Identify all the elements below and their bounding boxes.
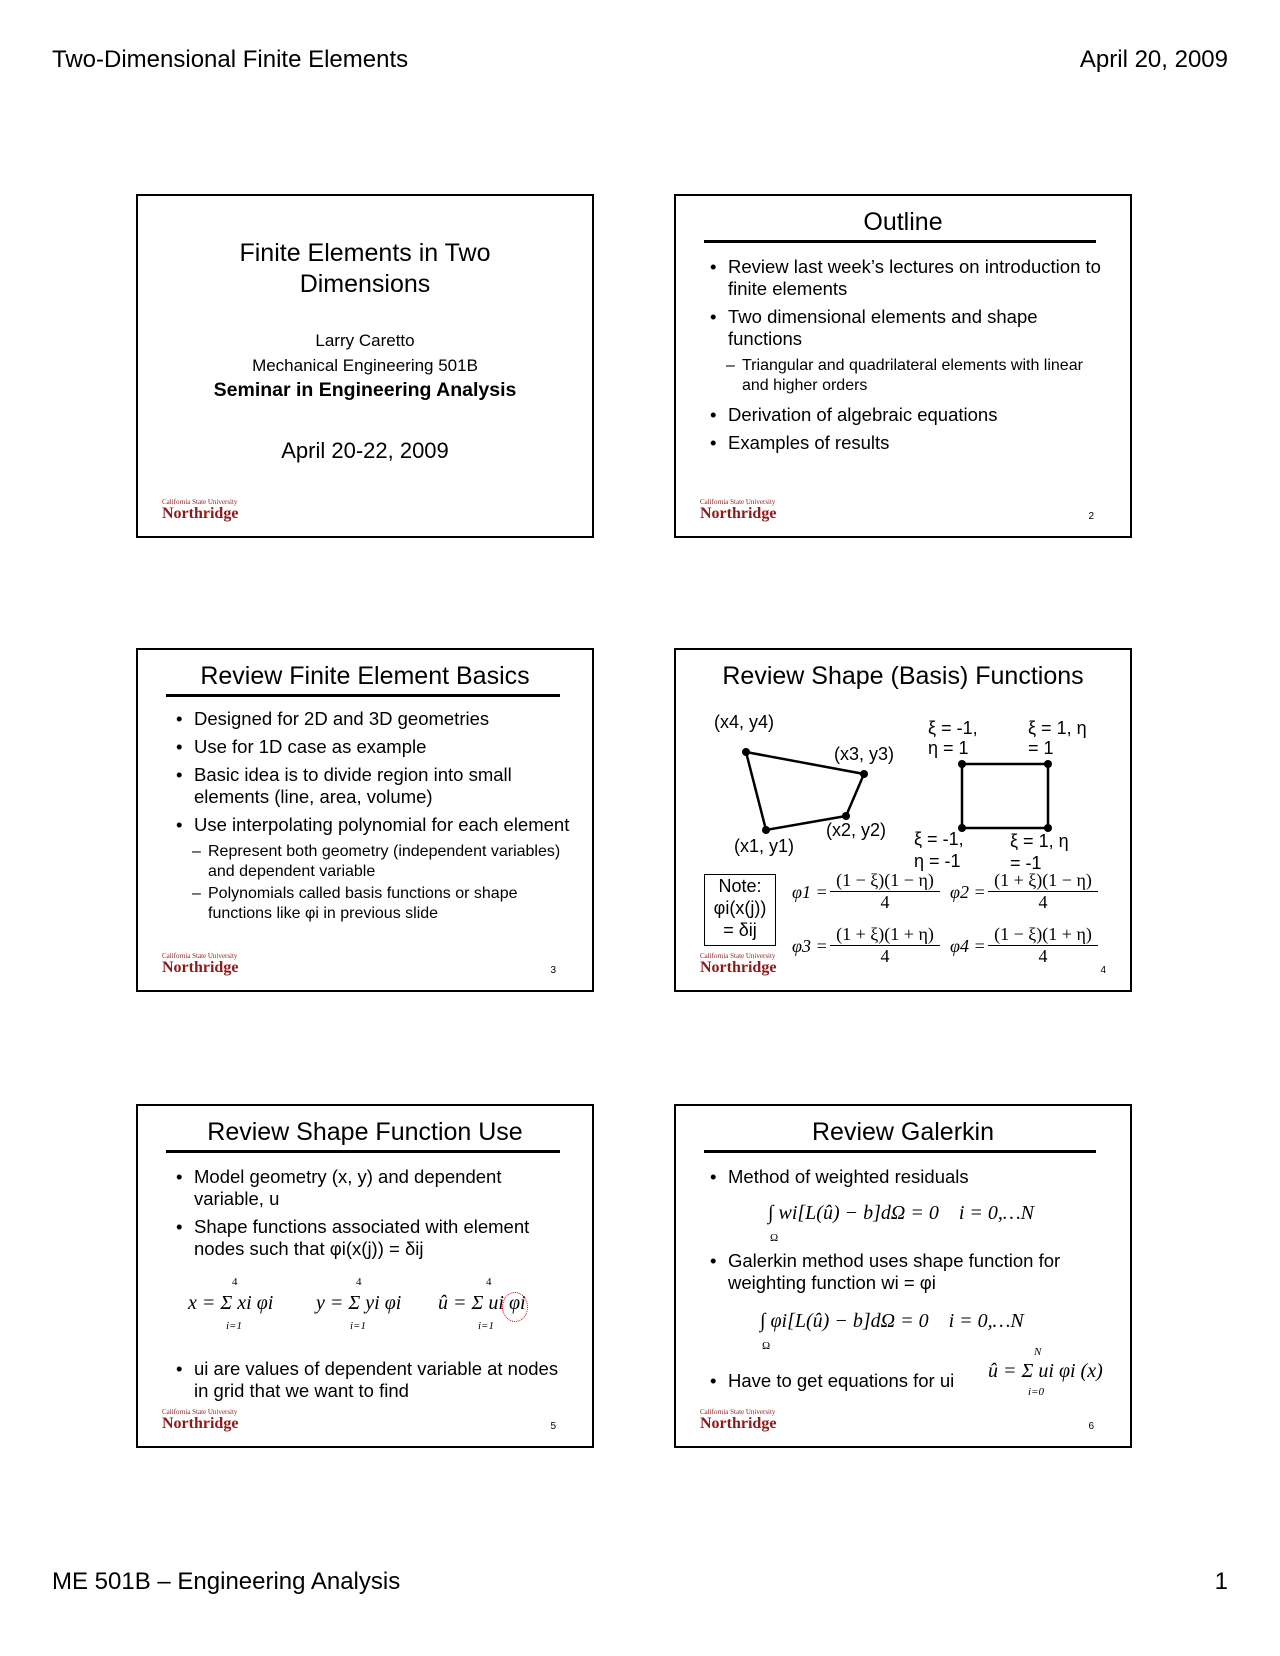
page-header-right: April 20, 2009	[1079, 46, 1228, 73]
slide5-bullets	[176, 1166, 570, 1266]
domain-omega: Ω	[770, 1232, 779, 1244]
bullet: • Review last week’s lectures on introduction to finite elements	[710, 256, 1110, 300]
node-4	[742, 748, 750, 756]
slide6-bullets-2	[710, 1250, 1110, 1300]
galerkin-equation: ∫ φi[L(û) − b]dΩ = 0 i = 0,…N	[760, 1310, 1024, 1332]
university-logo: California State University Northridge	[700, 952, 777, 976]
phi3-fraction: $\frac{(1 + \xi)(1 + \eta)}{4}$	[830, 924, 940, 967]
node-3	[860, 770, 868, 778]
sum-upper-limit: 4	[356, 1276, 362, 1288]
ref-node-tr	[1044, 760, 1052, 768]
bullet: • Use interpolating polynomial for each element	[176, 814, 570, 836]
slide-number: 6	[1088, 1421, 1094, 1432]
phi2-label: φ2 =	[950, 882, 986, 902]
slide-number: 4	[1100, 965, 1106, 976]
galerkin-residual-equation: ∫ wi[L(û) − b]dΩ = 0 i = 0,…N	[768, 1202, 1035, 1224]
bullet: • Two dimensional elements and shape functions	[710, 306, 1110, 350]
slide1-author: Larry Caretto	[315, 331, 415, 350]
note-box	[704, 874, 776, 946]
equation-y: y = Σ yi φi	[316, 1292, 402, 1314]
page-header-left: Two-Dimensional Finite Elements	[52, 46, 409, 73]
title-underline	[166, 1150, 560, 1153]
bullet: • Use for 1D case as example	[176, 736, 570, 758]
bullet: • Derivation of algebraic equations	[710, 404, 1110, 426]
page-footer-left: ME 501B – Engineering Analysis	[52, 1568, 401, 1595]
slide6-bullets	[710, 1166, 1110, 1194]
reference-element	[962, 764, 1048, 828]
slide-3	[136, 648, 594, 992]
slide6-bullets-3	[710, 1370, 970, 1398]
label-corner-tl: ξ = -1, η = 1	[928, 718, 978, 758]
label-x4y4: (x4, y4)	[714, 712, 775, 732]
note-delta: = δij	[723, 920, 757, 940]
slide3-title: Review Finite Element Basics	[200, 662, 530, 690]
sub-bullet: – Represent both geometry (independent variables) and dependent variable	[176, 842, 570, 882]
node-1	[762, 826, 770, 834]
shape-sum-equations	[168, 1276, 568, 1336]
slide1-seminar: Seminar in Engineering Analysis	[213, 379, 517, 401]
slide2-title: Outline	[863, 208, 943, 236]
bullet: • Galerkin method uses shape function for weighting function wi = φi	[710, 1250, 1110, 1294]
sum-lower-limit: i=0	[1028, 1386, 1044, 1398]
page-number: 1	[1214, 1568, 1228, 1595]
phi3-label: φ3 =	[792, 936, 828, 956]
slide6-title: Review Galerkin	[811, 1118, 994, 1146]
university-logo: California State University Northridge	[162, 1408, 239, 1432]
slide-number: 2	[1088, 511, 1094, 522]
title-underline	[704, 240, 1096, 243]
slide1-title-line2: Dimensions	[299, 270, 431, 298]
phi1-fraction: $\frac{(1 - \xi)(1 - \eta)}{4}$	[830, 870, 940, 913]
ref-node-tl	[958, 760, 966, 768]
slide-5	[136, 1104, 594, 1448]
label-corner-tr: ξ = 1, η = 1	[1028, 718, 1087, 758]
sum-upper-limit: 4	[486, 1276, 492, 1288]
slide3-bullets	[176, 708, 570, 926]
node-2	[842, 812, 850, 820]
slide-number: 5	[550, 1421, 556, 1432]
label-x1y1: (x1, y1)	[734, 836, 795, 856]
bullet: • ui are values of dependent variable at nodes in grid that we want to find	[176, 1358, 570, 1402]
sum-upper-limit: 4	[232, 1276, 238, 1288]
slide1-dates: April 20-22, 2009	[281, 438, 449, 463]
slide-number: 3	[550, 965, 556, 976]
bullet: • Examples of results	[710, 432, 1110, 454]
label-corner-bl: ξ = -1, η = -1	[914, 829, 964, 871]
phi2-fraction: $\frac{(1 + \xi)(1 - \eta)}{4}$	[988, 870, 1098, 913]
sum-upper-limit: N	[1034, 1346, 1042, 1358]
slide1-title-line1: Finite Elements in Two	[239, 239, 491, 267]
university-logo: California State University Northridge	[700, 1408, 777, 1432]
highlight-circle	[502, 1292, 528, 1322]
slide4-title: Review Shape (Basis) Functions	[722, 662, 1084, 690]
bullet: • Basic idea is to divide region into small elements (line, area, volume)	[176, 764, 570, 808]
phi1-label: φ1 =	[792, 882, 828, 902]
slide-4	[674, 648, 1132, 992]
university-logo: California State University Northridge	[162, 498, 239, 522]
bullet: • Method of weighted residuals	[710, 1166, 1110, 1188]
slide5-title: Review Shape Function Use	[207, 1118, 523, 1146]
sum-lower-limit: i=1	[226, 1320, 242, 1332]
bullet: • Have to get equations for ui	[710, 1370, 970, 1392]
sum-lower-limit: i=1	[350, 1320, 366, 1332]
equation-x: x = Σ xi φi	[188, 1292, 274, 1314]
slide2-bullets	[710, 256, 1110, 460]
slide-6	[674, 1104, 1132, 1448]
slide5-bullets-2	[176, 1358, 570, 1408]
bullet: • Shape functions associated with element nodes such that φi(x(j)) = δij	[176, 1216, 570, 1260]
note-label: Note:	[718, 876, 762, 896]
phi4-label: φ4 =	[950, 936, 986, 956]
slide1-course: Mechanical Engineering 501B	[252, 356, 478, 375]
note-formula: φi(x(j))	[713, 898, 767, 918]
title-underline	[166, 694, 560, 697]
label-x2y2: (x2, y2)	[826, 820, 887, 840]
university-logo: California State University Northridge	[700, 498, 777, 522]
bullet: • Model geometry (x, y) and dependent variable, u	[176, 1166, 570, 1210]
equation-u: û = Σ ui φi	[438, 1292, 526, 1314]
sum-lower-limit: i=1	[478, 1320, 494, 1332]
title-underline	[704, 1150, 1096, 1153]
slide-1	[136, 194, 594, 538]
university-logo: California State University Northridge	[162, 952, 239, 976]
sub-bullet: – Polynomials called basis functions or shape functions like φi in previous slide	[176, 884, 570, 924]
slide-2	[674, 194, 1132, 538]
u-hat-expansion: û = Σ ui φi (x)	[988, 1360, 1103, 1382]
label-x3y3: (x3, y3)	[834, 744, 895, 764]
label-corner-br: ξ = 1, η = -1	[1010, 831, 1069, 873]
phi4-fraction: $\frac{(1 - \xi)(1 + \eta)}{4}$	[988, 924, 1098, 967]
bullet: • Designed for 2D and 3D geometries	[176, 708, 570, 730]
domain-omega: Ω	[762, 1340, 771, 1352]
sub-bullet: – Triangular and quadrilateral elements with linear and higher orders	[710, 356, 1110, 396]
